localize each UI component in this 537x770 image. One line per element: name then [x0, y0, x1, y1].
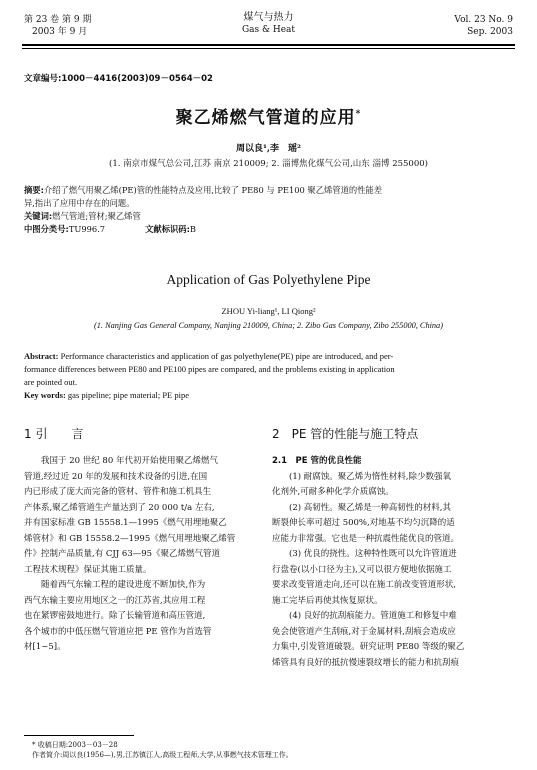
article-number: 文章编号:1000－4416(2003)09－0564－02	[24, 74, 213, 84]
body-line: 力集中,引发管道破裂。研究证明 PE80 等级的聚乙	[272, 642, 465, 652]
abstract-en-line1	[24, 350, 509, 363]
section-1-heading: 1 引 言	[24, 427, 84, 441]
title-cn-text: 聚乙烯燃气管道的应用	[175, 108, 356, 128]
volume-issue-en: Vol. 23 No. 9	[454, 15, 513, 25]
volume-issue-cn: 第 23 卷 第 9 期	[24, 15, 92, 25]
footnote-rule	[24, 735, 134, 736]
section-1-body	[24, 454, 264, 656]
doc-code-value: B	[189, 224, 197, 234]
abstract-en-text-3: are pointed out.	[24, 377, 78, 387]
journal-name-cn: 煤气与热力	[243, 12, 294, 23]
body-line: 材[1~5]。	[24, 642, 66, 652]
body-line: 并有国家标准 GB 15558.1—1995《燃气用埋地聚乙	[24, 518, 227, 528]
title-en: Application of Gas Polyethylene Pipe	[166, 272, 371, 287]
section-2	[272, 425, 512, 671]
body-line: 行盘卷(以小口径为主),又可以很方便地依据施工	[272, 564, 452, 575]
date-en: Sep. 2003	[467, 27, 513, 37]
section-2-heading: 2 PE 管的性能与施工特点	[272, 427, 419, 441]
body-line: (1) 耐腐蚀。聚乙烯为惰性材料,除少数强氧	[289, 471, 451, 482]
header-rule-thin	[22, 48, 515, 49]
section-1	[24, 425, 264, 656]
body-line: 随着西气东输工程的建设进度不断加快,作为	[41, 580, 206, 590]
body-line: 应能力非常强。它也是一种抗震性能优良的管道。	[272, 533, 460, 544]
abstract-en	[24, 350, 509, 402]
authors-en: ZHOU Yi-liang¹, LI Qiong²	[221, 306, 316, 316]
abstract-cn-label: 摘要:	[24, 185, 44, 195]
body-line: 烯管材》和 GB 15558.2—1995《燃气用埋地聚乙烯管	[24, 533, 236, 544]
header-rule	[22, 44, 515, 46]
title-cn	[0, 103, 537, 128]
footnote-author-bio: 作者简介:周以良(1956—),男,江苏镇江人,高级工程师,大学,从事燃气技术管理工作。	[32, 751, 293, 759]
body-line: 件》控制产品质量,有 CJJ 63—95《聚乙烯燃气管道	[24, 549, 221, 559]
running-header-right	[454, 14, 513, 38]
journal-name-en: Gas & Heat	[241, 25, 296, 35]
body-line: 也在紧锣密鼓地进行。除了长输管道和高压管道,	[24, 611, 206, 621]
keywords-cn-text: 燃气管道;管材;聚乙烯管	[52, 211, 141, 221]
section-2-1-heading: 2.1 PE 管的优良性能	[272, 456, 362, 466]
body-line: 工程技术规程》保证其施工质量。	[24, 564, 152, 575]
body-line: 施工完毕后再使其恢复原状。	[272, 595, 383, 606]
doc-code-label: 文献标识码:	[145, 224, 190, 234]
body-line: 我国于 20 世纪 80 年代初开始使用聚乙烯燃气	[41, 456, 218, 466]
keywords-cn-label: 关键词:	[24, 211, 53, 221]
body-line: (4) 良好的抗刮痕能力。管道施工和修复中难	[289, 611, 457, 621]
keywords-cn	[24, 210, 509, 223]
classification-cn	[24, 223, 509, 236]
body-line: (3) 优良的挠性。这种特性既可以允许管道进	[289, 549, 457, 559]
authors-cn: 周以良¹,李 瑶²	[235, 144, 302, 154]
body-line: 各个城市的中低压燃气管道应把 PE 管作为首选管	[24, 626, 212, 637]
body-line: (2) 高韧性。聚乙烯是一种高韧性的材料,其	[289, 502, 451, 513]
body-line: 产体系,聚乙烯管道生产量达到了 20 000 t/a 左右,	[24, 502, 215, 513]
clc-label: 中图分类号:	[24, 224, 69, 234]
clc-value: TU996.7	[68, 224, 106, 234]
abstract-cn-line1	[24, 184, 509, 197]
footnote-received: * 收稿日期:2003－03－28	[32, 741, 118, 749]
affiliations-cn: (1. 南京市煤气总公司,江苏 南京 210009; 2. 淄博焦化煤气公司,山东 淄博 255000)	[109, 159, 428, 169]
affiliations-en: (1. Nanjing Gas General Company, Nanjing 210009, China; 2. Zibo Gas Company, Zibo 255000, China)	[94, 321, 443, 330]
section-2-body	[272, 470, 512, 672]
abstract-cn	[24, 184, 509, 236]
body-line: 管道,经过近 20 年的发展和技术设备的引进,在国	[24, 471, 208, 482]
keywords-en-label: Key words:	[24, 390, 66, 400]
abstract-en-label: Abstract:	[24, 351, 59, 361]
body-line: 免会使管道产生刮痕,对于金属材料,刮痕会造成应	[272, 626, 456, 637]
abstract-cn-text-1: 介绍了燃气用聚乙烯(PE)管的性能特点及应用,比较了 PE80 与 PE100 聚乙烯管道的性能差	[43, 185, 383, 195]
keywords-en-text: gas pipeline; pipe material; PE pipe	[67, 390, 190, 400]
abstract-cn-text-2: 异,指出了应用中存在的问题。	[24, 198, 135, 208]
footnote	[32, 740, 293, 760]
body-line: 烯管具有良好的抵抗慢速裂纹增长的能力和抗刮痕	[272, 657, 460, 668]
abstract-en-text-1: Performance characteristics and application of gas polyethylene(PE) pipe are introduced, and per-	[60, 351, 394, 361]
body-line: 要求改变管道走向,还可以在施工前改变管道形状,	[272, 580, 456, 590]
title-footnote-mark: *	[355, 109, 362, 120]
date-cn: 2003 年 9 月	[32, 27, 88, 37]
body-line: 断裂伸长率可超过 500%,对地基不均匀沉降的适	[272, 518, 455, 528]
body-line: 化剂外,可耐多种化学介质腐蚀。	[272, 487, 394, 497]
body-line: 西气东输主要应用地区之一的江苏省,其应用工程	[24, 595, 206, 606]
body-line: 内已形成了庞大而完备的管材、管件和施工机具生	[24, 487, 212, 497]
keywords-en	[24, 389, 509, 402]
abstract-en-text-2: formance differences between PE80 and PE100 pipes are compared, and the problems existing in application	[24, 364, 395, 374]
